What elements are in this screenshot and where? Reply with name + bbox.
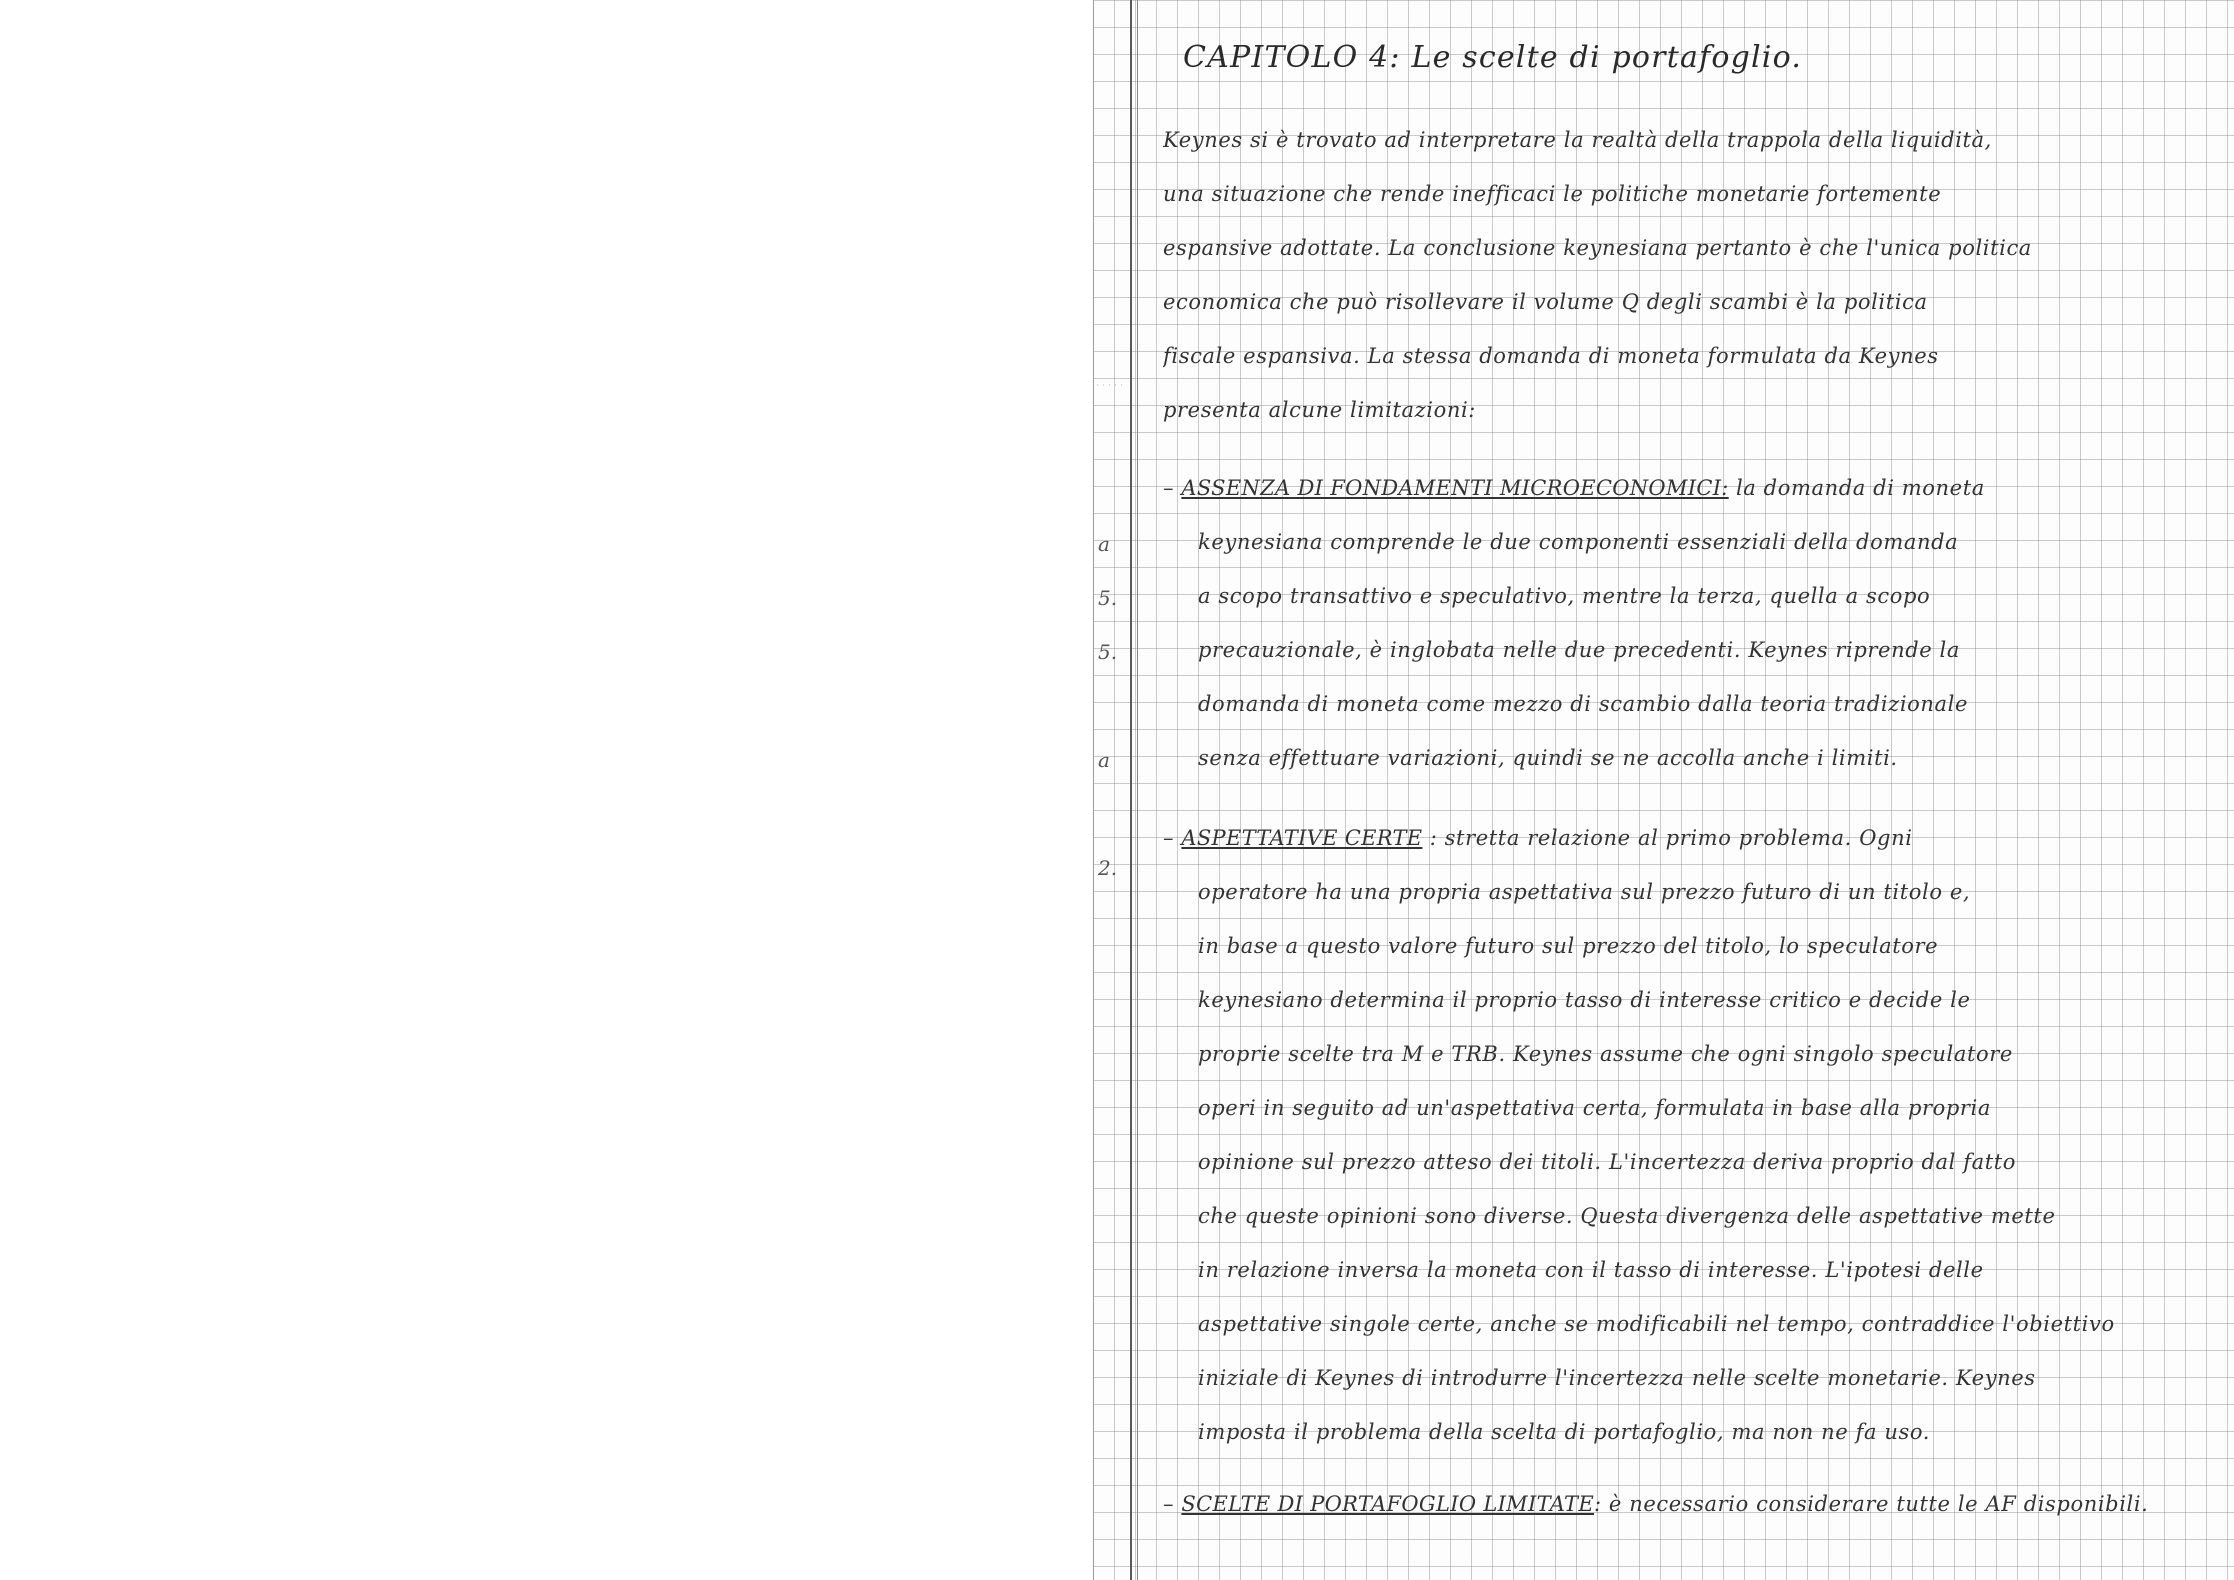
section-heading: ASSENZA DI FONDAMENTI MICROECONOMICI: [1181,476,1729,500]
intro-line: fiscale espansiva. La stessa domanda di moneta formulata da Keynes [1163,344,1939,368]
section-line: imposta il problema della scelta di portafoglio, ma non ne fa uso. [1198,1420,1930,1444]
margin-mark: 2. [1098,856,1118,880]
chapter-title: CAPITOLO 4: Le scelte di portafoglio. [1183,40,1803,75]
intro-line: presenta alcune limitazioni: [1163,398,1476,422]
section-line: aspettative singole certe, anche se modificabili nel tempo, contraddice l'obiettivo [1198,1312,2115,1336]
section-first-line: la domanda di moneta [1728,476,1985,500]
bullet-dash: – [1163,826,1182,850]
section-heading-line [1163,476,2226,500]
section-heading: SCELTE DI PORTAFOGLIO LIMITATE [1181,1492,1594,1516]
bullet-dash: – [1163,476,1182,500]
section-first-line: : stretta relazione al primo problema. Ogni [1422,826,1913,850]
margin-line-inner [1137,0,1138,1580]
section-line: a scopo transattivo e speculativo, mentre la terza, quella a scopo [1198,584,1931,608]
margin-mark: a [1098,748,1110,772]
section-line: senza effettuare variazioni, quindi se ne accolla anche i limiti. [1198,746,1898,770]
sheet-edge [1093,0,1094,1580]
margin-mark: 5. [1098,586,1118,610]
section-line: proprie scelte tra M e TRB. Keynes assume che ogni singolo speculatore [1198,1042,2013,1066]
intro-line: espansive adottate. La conclusione keynesiana pertanto è che l'unica politica [1163,236,2032,260]
section-line: operi in seguito ad un'aspettativa certa, formulata in base alla propria [1198,1096,1991,1120]
section-heading-line [1163,1492,2226,1516]
margin-mark: 5. [1098,640,1118,664]
scan-stamp: · · · · · [1096,381,1124,390]
section-line: in relazione inversa la moneta con il tasso di interesse. L'ipotesi delle [1198,1258,1984,1282]
section-line: operatore ha una propria aspettativa sul prezzo futuro di un titolo e, [1198,880,1971,904]
intro-line: Keynes si è trovato ad interpretare la realtà della trappola della liquidità, [1163,128,1992,152]
section-first-line: : è necessario considerare tutte le AF disponibili. [1593,1492,2149,1516]
section-line: keynesiano determina il proprio tasso di interesse critico e decide le [1198,988,1971,1012]
margin-line [1130,0,1132,1580]
intro-line: una situazione che rende inefficaci le politiche monetarie fortemente [1163,182,1942,206]
section-line: keynesiana comprende le due componenti essenziali della domanda [1198,530,1959,554]
section-line: precauzionale, è inglobata nelle due precedenti. Keynes riprende la [1198,638,1960,662]
margin-mark: a [1098,532,1110,556]
section-line: che queste opinioni sono diverse. Questa divergenza delle aspettative mette [1198,1204,2056,1228]
section-heading-line [1163,826,2226,850]
bullet-dash: – [1163,1492,1182,1516]
intro-line: economica che può risollevare il volume Q degli scambi è la politica [1163,290,1928,314]
section-line: opinione sul prezzo atteso dei titoli. L'incertezza deriva proprio dal fatto [1198,1150,2017,1174]
section-line: in base a questo valore futuro sul prezzo del titolo, lo speculatore [1198,934,1939,958]
section-line: iniziale di Keynes di introdurre l'incertezza nelle scelte monetarie. Keynes [1198,1366,2036,1390]
section-line: domanda di moneta come mezzo di scambio dalla teoria tradizionale [1198,692,1968,716]
section-heading: ASPETTATIVE CERTE [1181,826,1423,850]
